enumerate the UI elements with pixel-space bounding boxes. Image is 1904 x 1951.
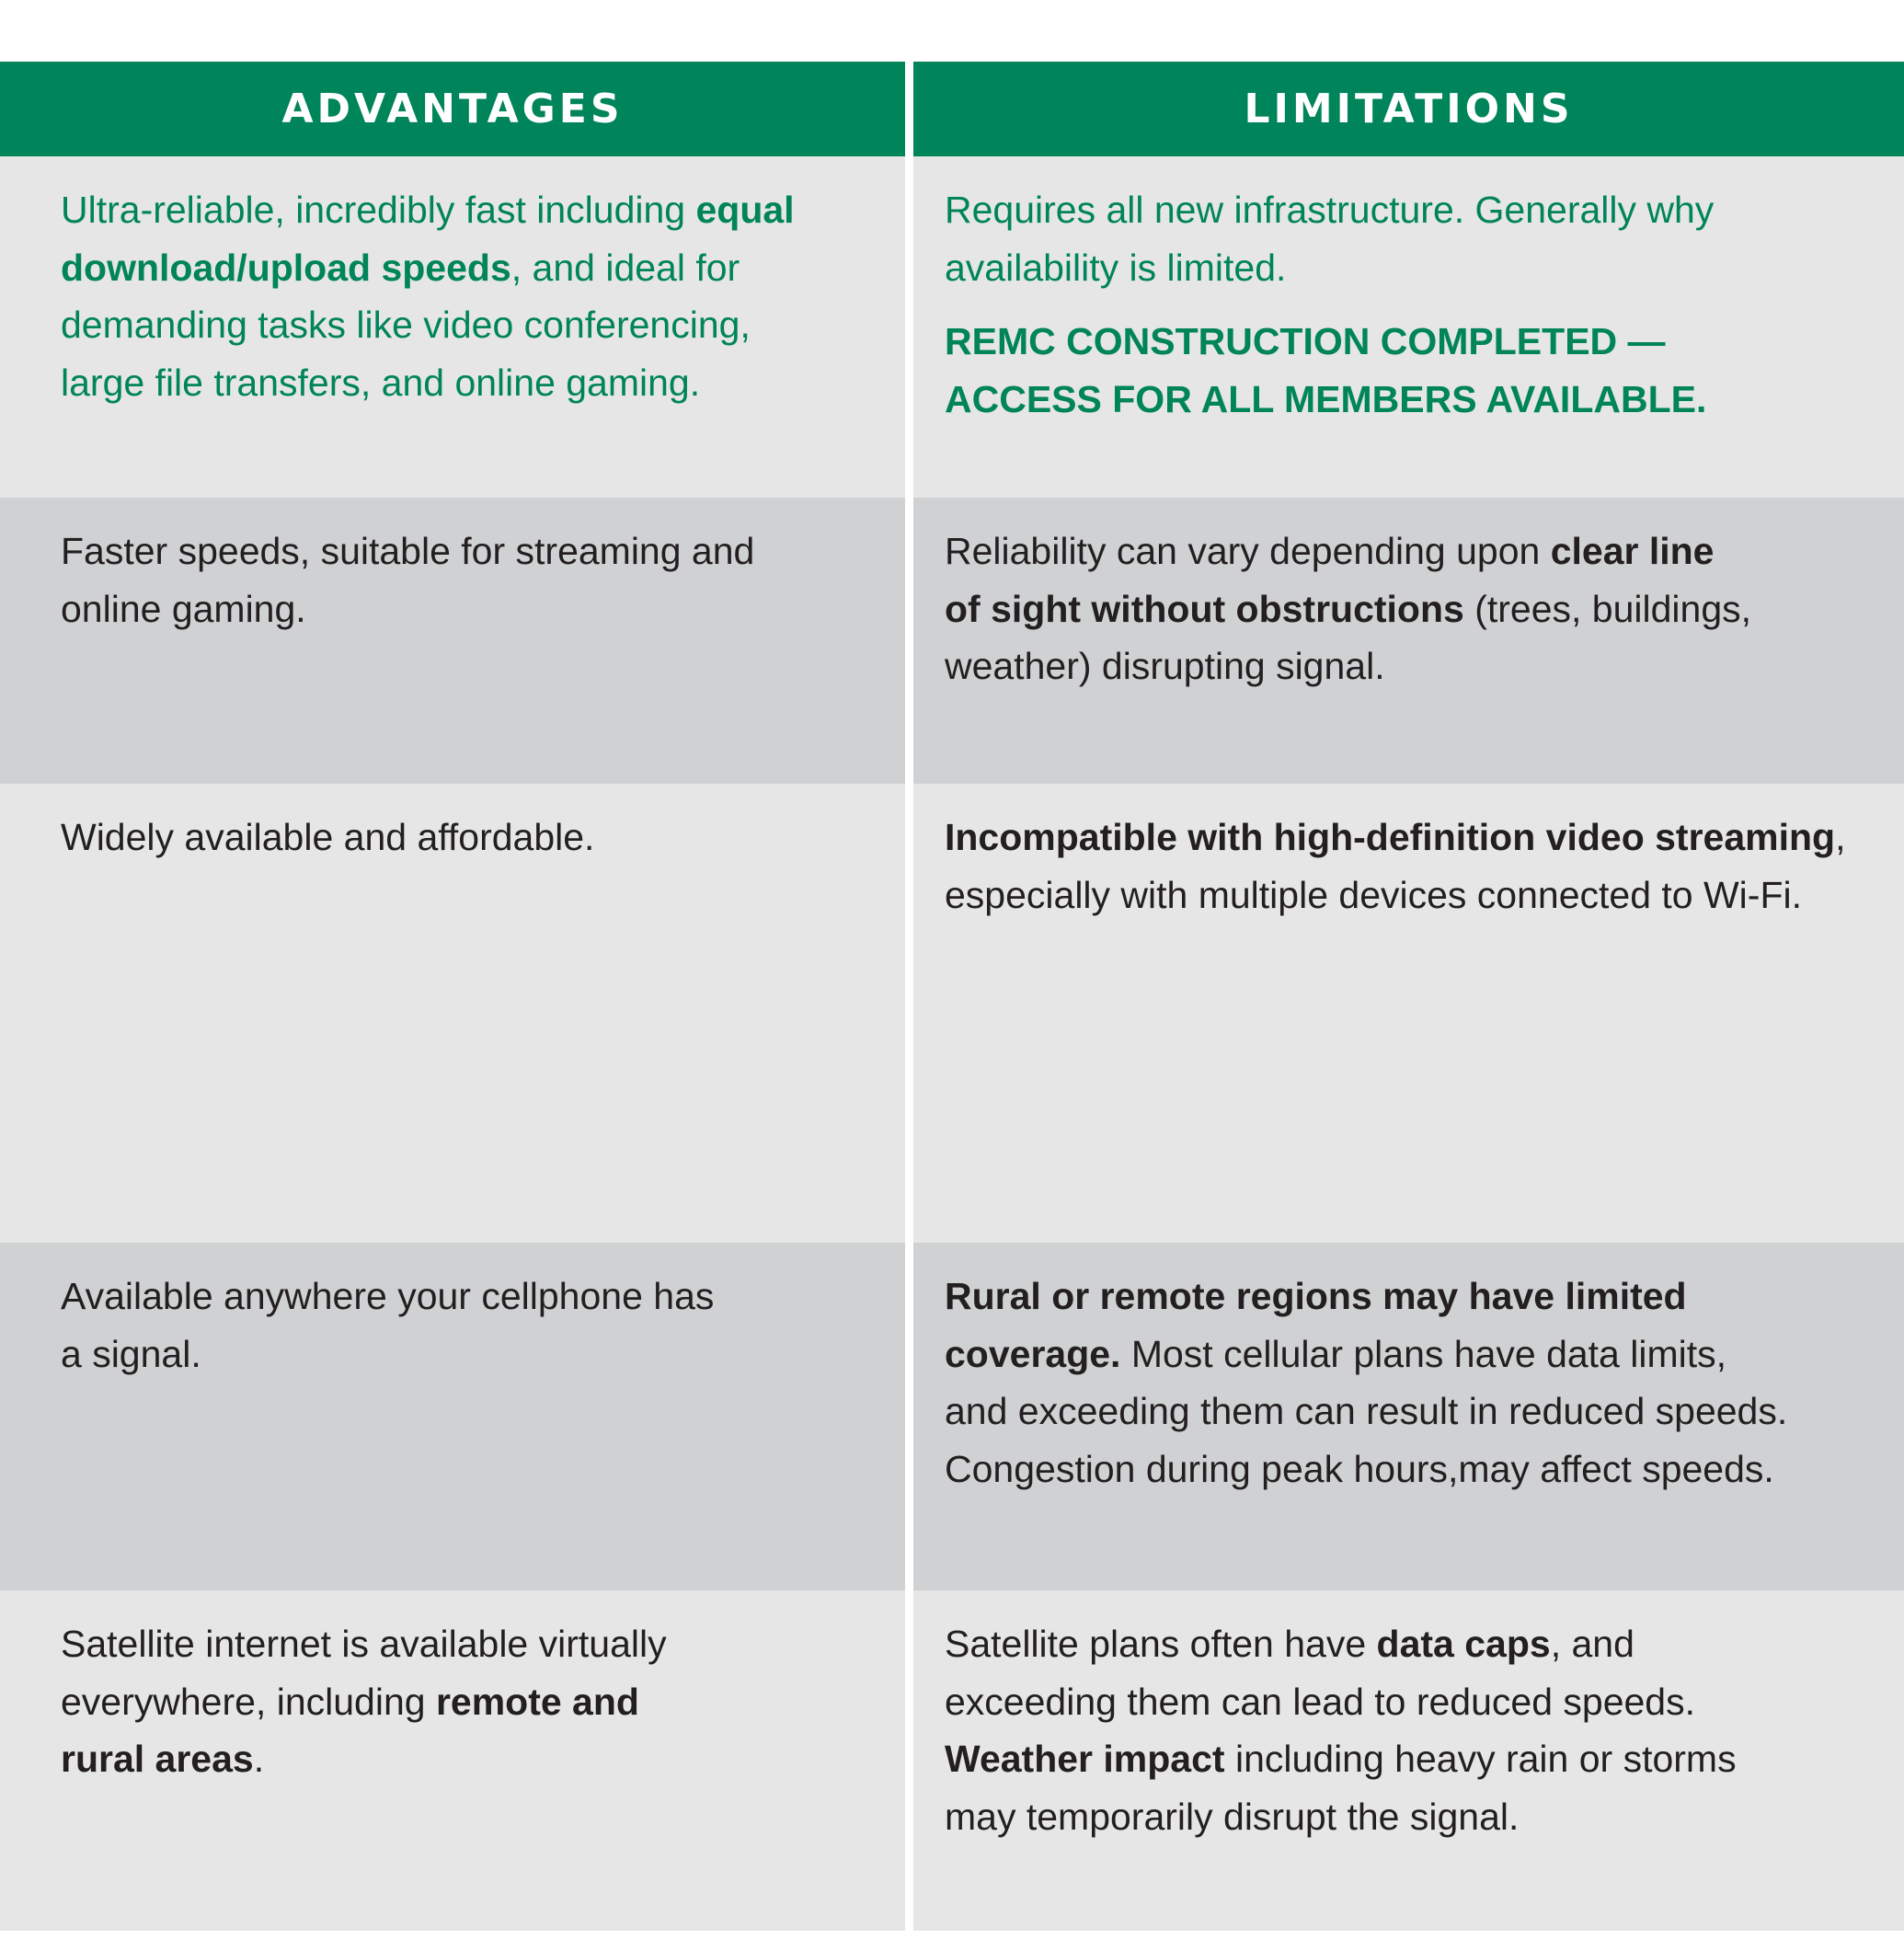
bold-run: of sight without obstructions <box>945 587 1464 630</box>
advantage-text-2 <box>61 522 868 637</box>
bold-run: rural areas <box>61 1738 254 1780</box>
comparison-table <box>0 62 1904 1931</box>
advantage-cell-2 <box>0 498 905 784</box>
bold-run: Weather impact <box>945 1738 1225 1780</box>
text-run: availability is limited. <box>945 246 1287 289</box>
text-run: including heavy rain or storms <box>1224 1738 1737 1780</box>
limitation-cell-2 <box>913 498 1904 784</box>
text-run: Widely available and affordable. <box>61 816 595 858</box>
text-run: a signal. <box>61 1332 201 1375</box>
callout-line: ACCESS FOR ALL MEMBERS AVAILABLE. <box>945 377 1707 420</box>
text-run: may temporarily disrupt the signal. <box>945 1795 1520 1838</box>
bold-run: equal <box>695 189 795 231</box>
advantage-text-5 <box>61 1615 868 1788</box>
text-run: , <box>1835 816 1846 858</box>
limitation-text-3 <box>945 809 1876 924</box>
text-run: Satellite internet is available virtually <box>61 1623 667 1665</box>
advantage-text-4 <box>61 1268 868 1383</box>
bold-run: remote and <box>435 1680 639 1723</box>
text-run: Most cellular plans have data limits, <box>1120 1332 1727 1375</box>
text-run: . <box>253 1738 265 1780</box>
bold-run: clear line <box>1550 530 1715 572</box>
limitation-text-1 <box>945 181 1876 296</box>
text-run: Faster speeds, suitable for streaming and <box>61 530 755 572</box>
advantage-cell-5 <box>0 1590 905 1931</box>
construction-callout <box>945 313 1876 428</box>
text-run: Ultra-reliable, incredibly fast including <box>61 189 696 231</box>
limitation-cell-1 <box>913 156 1904 498</box>
advantage-cell-4 <box>0 1243 905 1590</box>
advantage-text-3 <box>61 809 868 866</box>
text-run: Satellite plans often have <box>945 1623 1377 1665</box>
advantage-cell-3 <box>0 784 905 1243</box>
text-run: weather) disrupting signal. <box>945 645 1385 687</box>
limitation-cell-5 <box>913 1590 1904 1931</box>
text-run: Congestion during peak hours,may affect speeds. <box>945 1447 1774 1490</box>
advantage-text-1 <box>61 181 868 411</box>
callout-line: REMC CONSTRUCTION COMPLETED — <box>945 320 1666 362</box>
text-run: and exceeding them can result in reduced speeds. <box>945 1390 1788 1432</box>
text-run: (trees, buildings, <box>1463 587 1752 630</box>
text-run: Available anywhere your cellphone has <box>61 1275 715 1317</box>
bold-run: download/upload speeds <box>61 246 511 289</box>
limitation-cell-4 <box>913 1243 1904 1590</box>
text-run: , and <box>1550 1623 1634 1665</box>
text-run: especially with multiple devices connected to Wi-Fi. <box>945 873 1802 916</box>
bold-run: coverage. <box>945 1332 1121 1375</box>
text-run: Requires all new infrastructure. Generally why <box>945 189 1715 231</box>
bold-run: Incompatible with high-definition video streaming <box>945 816 1836 858</box>
text-run: exceeding them can lead to reduced speeds. <box>945 1680 1695 1723</box>
limitations-header: LIMITATIONS <box>913 62 1904 156</box>
bold-run: Rural or remote regions may have limited <box>945 1275 1687 1317</box>
advantages-header: ADVANTAGES <box>0 62 905 156</box>
limitation-text-5 <box>945 1615 1876 1845</box>
text-run: online gaming. <box>61 587 306 630</box>
advantage-cell-1 <box>0 156 905 498</box>
text-run: large file transfers, and online gaming. <box>61 361 701 404</box>
bold-run: data caps <box>1376 1623 1551 1665</box>
limitation-text-2 <box>945 522 1876 695</box>
text-run: demanding tasks like video conferencing, <box>61 304 751 346</box>
text-run: , and ideal for <box>510 246 740 289</box>
text-run: Reliability can vary depending upon <box>945 530 1551 572</box>
text-run: everywhere, including <box>61 1680 436 1723</box>
limitation-text-4 <box>945 1268 1876 1498</box>
limitation-cell-3 <box>913 784 1904 1243</box>
